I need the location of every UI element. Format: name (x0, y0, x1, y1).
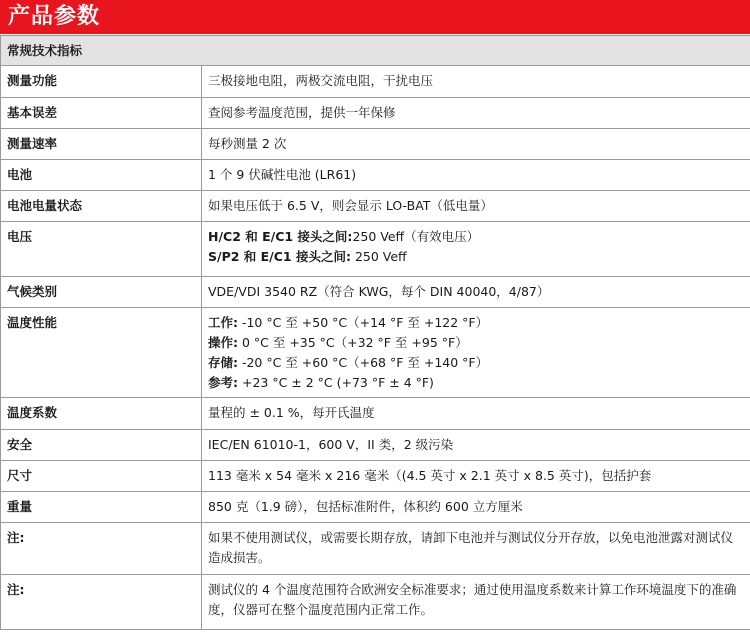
voltage-val-2: 250 Veff (350, 249, 407, 264)
table-row (1, 430, 750, 461)
row-value: 查阅参考温度范围，提供一年保修 (202, 98, 750, 129)
table-row (1, 523, 750, 575)
table-row (1, 575, 750, 630)
row-value (202, 308, 750, 398)
temp-reference-val: +23 °C ± 2 °C (+73 °F ± 4 °F) (238, 375, 434, 390)
table-row (1, 277, 750, 308)
row-label: 注: (1, 575, 202, 630)
voltage-key-2: S/P2 和 E/C1 接头之间: (208, 249, 351, 264)
row-value: 850 克（1.9 磅），包括标准附件，体积约 600 立方厘米 (202, 492, 750, 523)
temp-operating-line (208, 313, 744, 333)
row-value: 如果不使用测试仪，或需要长期存放，请卸下电池并与测试仪分开存放，以免电池泄露对测试仪造成损害。 (202, 523, 750, 575)
row-label: 气候类别 (1, 277, 202, 308)
table-row (1, 129, 750, 160)
temp-action-line (208, 333, 744, 353)
row-label: 电池 (1, 160, 202, 191)
voltage-line-2 (208, 247, 744, 267)
temp-operating-key: 工作: (208, 315, 238, 330)
section-header: 常规技术指标 (1, 36, 750, 66)
row-value: 三极接地电阻，两极交流电阻，干扰电压 (202, 66, 750, 98)
table-row (1, 492, 750, 523)
row-label: 尺寸 (1, 461, 202, 492)
temp-storage-key: 存储: (208, 355, 238, 370)
temp-storage-line (208, 353, 744, 373)
row-label: 测量功能 (1, 66, 202, 98)
page-title: 产品参数 (0, 0, 750, 34)
row-value: 测试仪的 4 个温度范围符合欧洲安全标准要求；通过使用温度系数来计算工作环境温度下的准确度，仪器可在整个温度范围内正常工作。 (202, 575, 750, 630)
row-value: 113 毫米 x 54 毫米 x 216 毫米（(4.5 英寸 x 2.1 英寸 x 8.5 英寸)，包括护套 (202, 461, 750, 492)
row-label: 电池电量状态 (1, 191, 202, 222)
table-row (1, 461, 750, 492)
table-row (1, 398, 750, 430)
row-label: 温度性能 (1, 308, 202, 398)
row-value: IEC/EN 61010-1，600 V，II 类，2 级污染 (202, 430, 750, 461)
temp-action-key: 操作: (208, 335, 238, 350)
temp-reference-line (208, 373, 744, 393)
temp-storage-val: -20 °C 至 +60 °C（+68 °F 至 +140 °F） (238, 355, 489, 370)
temp-action-val: 0 °C 至 +35 °C（+32 °F 至 +95 °F） (238, 335, 468, 350)
table-row (1, 66, 750, 98)
row-label: 重量 (1, 492, 202, 523)
row-label: 电压 (1, 222, 202, 277)
table-row (1, 191, 750, 222)
row-label: 基本误差 (1, 98, 202, 129)
table-row (1, 98, 750, 129)
row-value: VDE/VDI 3540 RZ（符合 KWG，每个 DIN 40040，4/87） (202, 277, 750, 308)
row-label: 温度系数 (1, 398, 202, 430)
temp-reference-key: 参考: (208, 375, 238, 390)
table-row (1, 160, 750, 191)
temp-operating-val: -10 °C 至 +50 °C（+14 °F 至 +122 °F） (238, 315, 489, 330)
voltage-line-1 (208, 227, 744, 247)
row-value: 如果电压低于 6.5 V，则会显示 LO-BAT（低电量） (202, 191, 750, 222)
row-label: 测量速率 (1, 129, 202, 160)
table-row (1, 222, 750, 277)
section-header-row (1, 36, 750, 66)
row-value: 量程的 ± 0.1 %，每开氏温度 (202, 398, 750, 430)
row-value: 每秒测量 2 次 (202, 129, 750, 160)
voltage-key-1: H/C2 和 E/C1 接头之间: (208, 229, 353, 244)
spec-table (0, 35, 750, 630)
table-row (1, 308, 750, 398)
row-value (202, 222, 750, 277)
row-value: 1 个 9 伏碱性电池 (LR61) (202, 160, 750, 191)
voltage-val-1: 250 Veff（有效电压） (352, 229, 480, 244)
row-label: 注: (1, 523, 202, 575)
row-label: 安全 (1, 430, 202, 461)
